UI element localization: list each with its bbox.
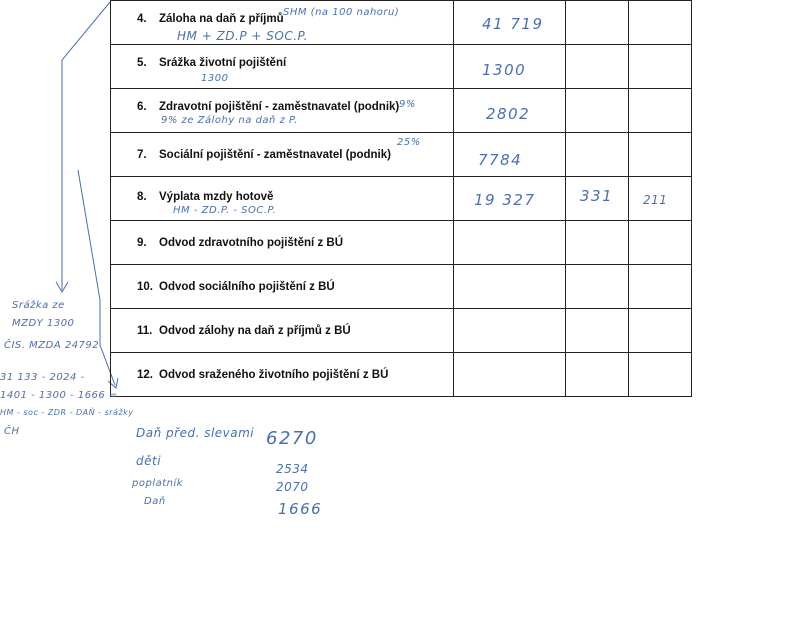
- table-row: [111, 221, 692, 265]
- margin-note-line: MZDY 1300: [12, 318, 75, 329]
- row-number: 7.: [137, 148, 147, 161]
- row-number: 6.: [137, 101, 147, 113]
- row-label: Odvod zdravotního pojištění z BÚ: [159, 236, 343, 249]
- row-number: 8.: [137, 191, 147, 203]
- tax-note-value: 1666: [278, 500, 323, 518]
- row-number: 4.: [137, 13, 147, 25]
- payroll-table: [110, 0, 692, 397]
- row-label: Srážka životní pojištění: [159, 57, 287, 69]
- row-number: 5.: [137, 57, 147, 69]
- row-number: 12.: [137, 368, 153, 381]
- row-label: Výplata mzdy hotově: [159, 191, 274, 203]
- row-number: 9.: [137, 236, 147, 249]
- cell-value: 211: [643, 193, 668, 207]
- tax-note-value: 2070: [276, 480, 309, 494]
- row-number: 11.: [137, 324, 153, 337]
- tax-note-label: děti: [136, 454, 162, 468]
- table-row: [111, 45, 692, 89]
- tax-note-value: 2534: [276, 462, 309, 476]
- cell-value: 1300: [482, 61, 527, 79]
- margin-note-line: 31 133 - 2024 -: [0, 372, 85, 383]
- table-row: [111, 177, 692, 221]
- margin-note-line: ČH: [4, 426, 20, 437]
- margin-note-line: Srážka ze: [12, 300, 65, 311]
- tax-note-label: poplatník: [132, 478, 184, 489]
- handwritten-note: SHM (na 100 nahoru): [283, 7, 400, 18]
- handwritten-formula: HM - ZD.P. - SOC.P.: [173, 205, 277, 216]
- margin-note-line: ČIS. MZDA 24792: [4, 340, 100, 351]
- margin-note-line: HM - soc - ZDR - DAŇ - srážky: [0, 408, 134, 417]
- cell-value: 331: [580, 187, 614, 205]
- handwritten-formula: 1300: [201, 73, 229, 84]
- cell-value: 41 719: [482, 15, 544, 33]
- row-label: Záloha na daň z příjmů: [159, 13, 284, 25]
- table-row: [111, 89, 692, 133]
- row-label: Odvod zálohy na daň z příjmů z BÚ: [159, 324, 351, 337]
- row-label: Odvod sociálního pojištění z BÚ: [159, 280, 335, 293]
- row-number: 10.: [137, 280, 153, 293]
- row-label: Sociální pojištění - zaměstnavatel (podnik): [159, 148, 391, 161]
- tax-note-value: 6270: [266, 428, 318, 449]
- handwritten-note: 9%: [399, 99, 416, 110]
- table-row: [111, 1, 692, 45]
- row-label: Zdravotní pojištění - zaměstnavatel (podnik): [159, 101, 400, 113]
- tax-note-label: Daň: [144, 496, 166, 507]
- tax-note-label: Daň před. slevami: [136, 426, 255, 440]
- handwritten-formula: HM + ZD.P + SOC.P.: [177, 29, 308, 43]
- table-row: [111, 353, 692, 397]
- cell-value: 19 327: [474, 191, 536, 209]
- table-row: [111, 309, 692, 353]
- table-row: [111, 133, 692, 177]
- handwritten-note: 25%: [397, 137, 421, 148]
- cell-value: 2802: [486, 105, 531, 123]
- table-row: [111, 265, 692, 309]
- row-label: Odvod sraženého životního pojištění z BÚ: [159, 368, 389, 381]
- cell-value: 7784: [478, 151, 523, 169]
- handwritten-formula: 9% ze Zálohy na daň z P.: [161, 115, 298, 126]
- margin-note-line: 1401 - 1300 - 1666 =: [0, 390, 118, 401]
